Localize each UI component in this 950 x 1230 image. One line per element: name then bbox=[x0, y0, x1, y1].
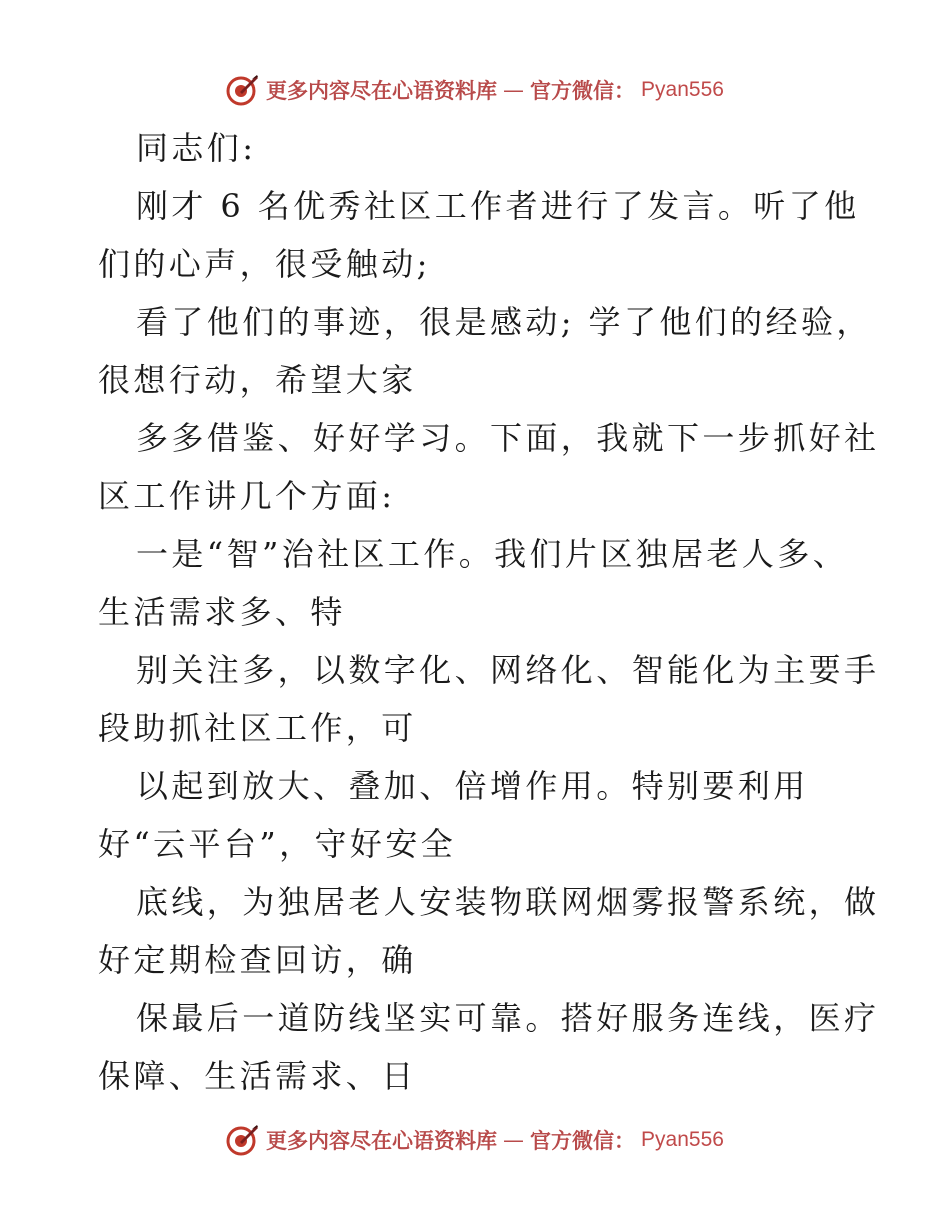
paragraph-line: 刚才 6 名优秀社区工作者进行了发言。听了他 bbox=[136, 187, 860, 225]
paragraph-line: 好“云平台”，守好安全 bbox=[98, 825, 457, 863]
paragraph-line: 别关注多，以数字化、网络化、智能化为主要手 bbox=[136, 651, 880, 689]
paragraph-line: 一是“智”治社区工作。我们片区独居老人多、 bbox=[136, 535, 849, 573]
banner-wechat-label: 官方微信： bbox=[530, 78, 636, 103]
footer-brand-text: 更多内容尽在心语资料库 bbox=[266, 1128, 498, 1153]
paragraph-line: 底线，为独居老人安装物联网烟雾报警系统，做 bbox=[136, 883, 880, 921]
banner-dash: — bbox=[503, 78, 525, 102]
banner-brand-text: 更多内容尽在心语资料库 bbox=[266, 78, 498, 103]
footer-banner bbox=[0, 1120, 950, 1160]
paragraph-line: 段助抓社区工作，可 bbox=[98, 709, 417, 747]
footer-dash: — bbox=[503, 1128, 525, 1152]
footer-wechat-label: 官方微信： bbox=[530, 1128, 636, 1153]
paragraph-line: 以起到放大、叠加、倍增作用。特别要利用 bbox=[136, 767, 809, 805]
paragraph-line: 保障、生活需求、日 bbox=[98, 1057, 417, 1095]
quill-pen-logo-icon bbox=[226, 73, 260, 107]
paragraph-line: 好定期检查回访，确 bbox=[98, 941, 417, 979]
banner-wechat-id: Pyan556 bbox=[641, 78, 724, 101]
paragraph-line: 很想行动，希望大家 bbox=[98, 361, 417, 399]
paragraph-line: 看了他们的事迹，很是感动; 学了他们的经验， bbox=[136, 303, 872, 341]
footer-wechat-id: Pyan556 bbox=[641, 1128, 724, 1151]
quill-pen-logo-icon bbox=[226, 1123, 260, 1157]
paragraph-line: 保最后一道防线坚实可靠。搭好服务连线，医疗 bbox=[136, 999, 880, 1037]
header-banner bbox=[0, 70, 950, 110]
paragraph-line: 区工作讲几个方面: bbox=[98, 477, 396, 515]
paragraph-line: 们的心声，很受触动; bbox=[98, 245, 431, 283]
paragraph-line: 多多借鉴、好好学习。下面，我就下一步抓好社 bbox=[136, 419, 880, 457]
paragraph-line: 同志们: bbox=[136, 129, 257, 167]
paragraph-line: 生活需求多、特 bbox=[98, 593, 346, 631]
